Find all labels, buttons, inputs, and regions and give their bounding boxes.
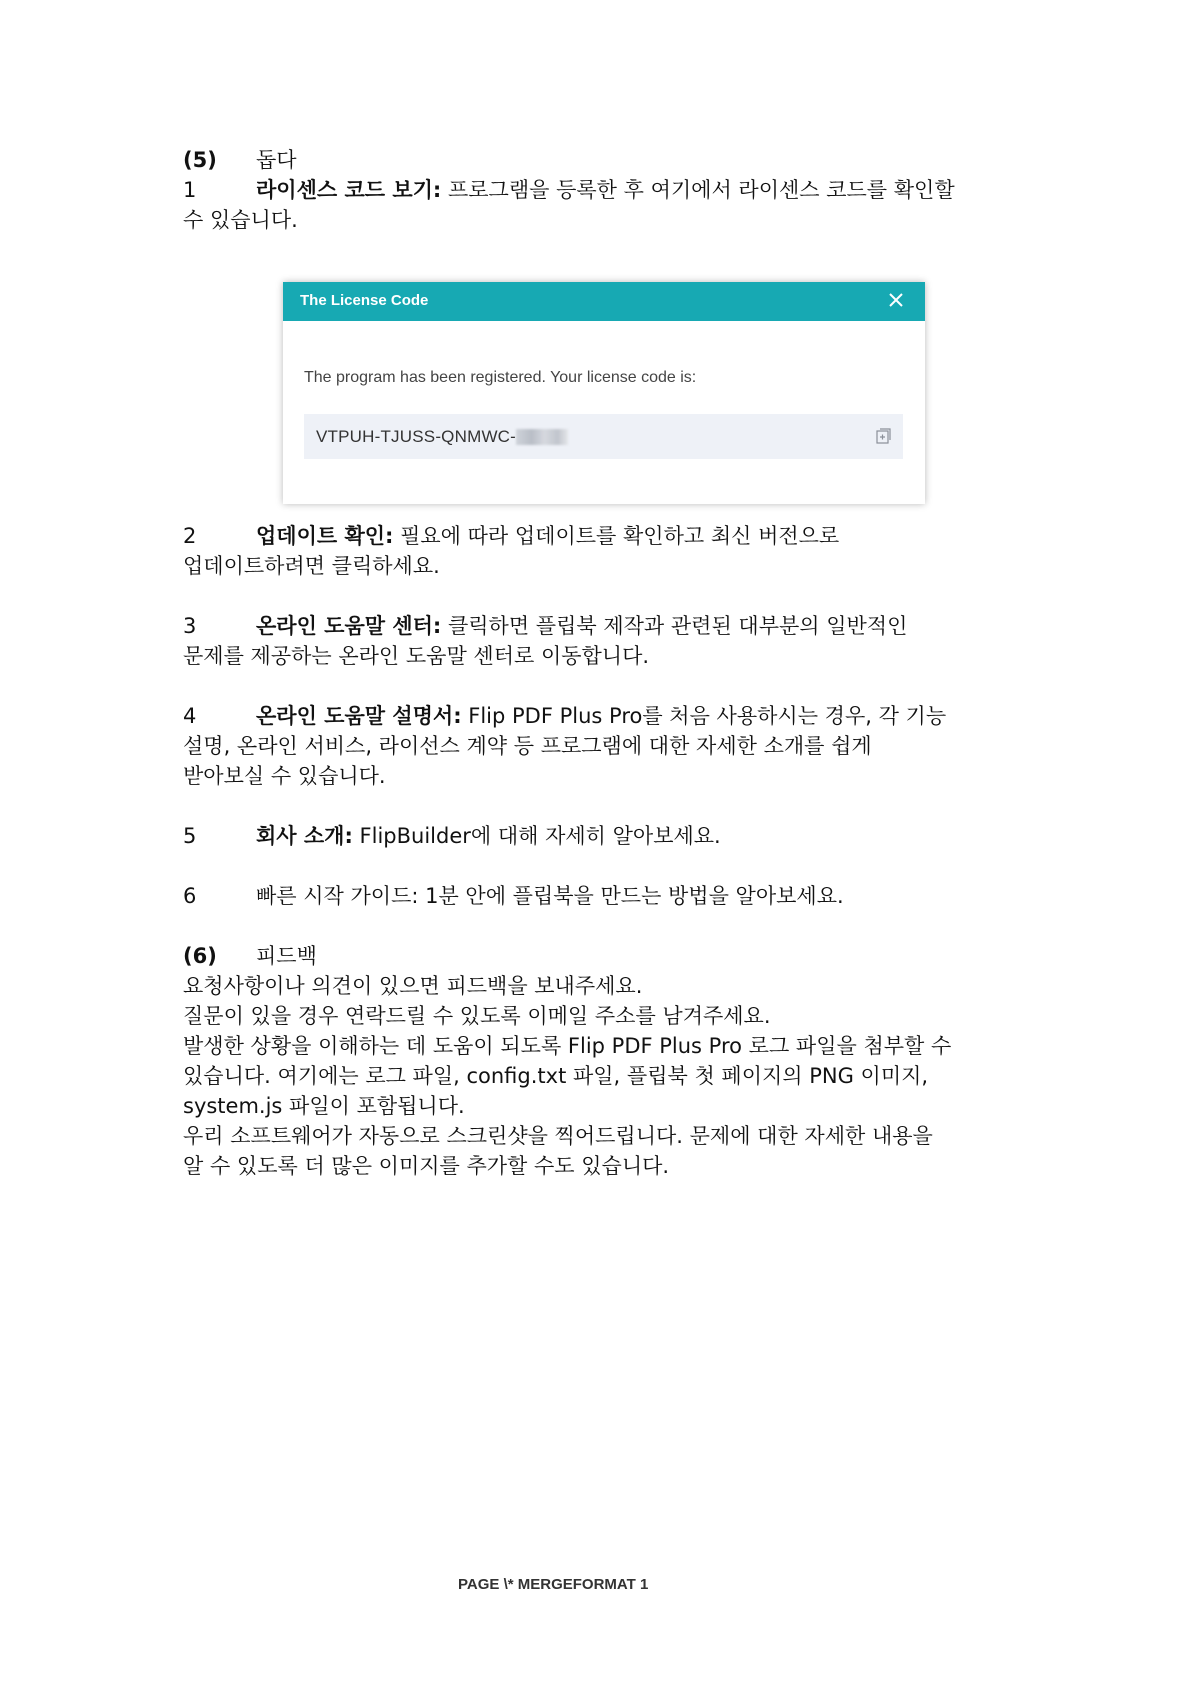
item-number: 2 [183,524,197,548]
item-3 [183,611,1023,671]
item-number: 6 [183,884,197,908]
feedback-line: 질문이 있을 경우 연락드릴 수 있도록 이메일 주소를 남겨주세요. [183,1004,771,1028]
redacted-code-part [516,429,568,445]
copy-icon[interactable] [876,428,891,444]
section-number: (6) [183,944,217,968]
dialog-message: The program has been registered. Your license code is: [304,369,697,386]
feedback-line: 우리 소프트웨어가 자동으로 스크린샷을 찍어드립니다. 문제에 대한 자세한 내용을 [183,1124,933,1148]
item-number: 4 [183,704,197,728]
item-number: 1 [183,178,197,202]
feedback-line: 발생한 상황을 이해하는 데 도움이 되도록 Flip PDF Plus Pro 로그 파일을 첨부할 수 [183,1034,952,1058]
item-1 [183,175,1023,235]
feedback-paragraph [183,971,1023,1181]
feedback-line: 있습니다. 여기에는 로그 파일, config.txt 파일, 플립북 첫 페이지의 PNG 이미지, [183,1064,929,1088]
item-label: 업데이트 확인: [256,524,394,548]
item-text: 필요에 따라 업데이트를 확인하고 최신 버전으로 [393,524,840,548]
page-footer: PAGE \* MERGEFORMAT 1 [458,1576,649,1593]
feedback-line: system.js 파일이 포함됩니다. [183,1094,465,1118]
item-label: 회사 소개: [256,824,353,848]
item-text-continued: 업데이트하려면 클릭하세요. [183,554,440,578]
section-title: 돕다 [256,148,297,172]
license-code-field[interactable] [304,414,903,459]
item-text: 빠른 시작 가이드: 1분 안에 플립북을 만드는 방법을 알아보세요. [256,884,844,908]
feedback-line: 알 수 있도록 더 많은 이미지를 추가할 수도 있습니다. [183,1154,670,1178]
item-text: 클릭하면 플립북 제작과 관련된 대부분의 일반적인 [441,614,908,638]
item-number: 3 [183,614,197,638]
item-6 [183,881,1023,911]
dialog-title: The License Code [300,292,429,309]
item-text-continued: 받아보실 수 있습니다. [183,764,386,788]
item-text: FlipBuilder에 대해 자세히 알아보세요. [352,824,721,848]
close-icon[interactable] [887,291,905,309]
item-text: Flip PDF Plus Pro를 처음 사용하시는 경우, 각 기능 [461,704,947,728]
feedback-line: 요청사항이나 의견이 있으면 피드백을 보내주세요. [183,974,643,998]
item-text: 프로그램을 등록한 후 여기에서 라이센스 코드를 확인할 [441,178,955,202]
item-label: 온라인 도움말 설명서: [256,704,462,728]
section-5-heading [183,145,1023,175]
item-label: 온라인 도움말 센터: [256,614,442,638]
item-5 [183,821,1023,851]
section-number: (5) [183,148,217,172]
item-text-continued: 수 있습니다. [183,208,298,232]
item-text-continued: 설명, 온라인 서비스, 라이선스 계약 등 프로그램에 대한 자세한 소개를 쉽게 [183,734,872,758]
dialog-header [283,282,925,321]
license-code-dialog [283,282,925,504]
item-text-continued: 문제를 제공하는 온라인 도움말 센터로 이동합니다. [183,644,650,668]
item-4 [183,701,1023,791]
section-6-heading [183,941,1023,971]
item-number: 5 [183,824,197,848]
item-2 [183,521,1023,581]
item-label: 라이센스 코드 보기: [256,178,442,202]
section-title: 피드백 [256,944,317,968]
license-code-value: VTPUH-TJUSS-QNMWC- [316,427,517,446]
